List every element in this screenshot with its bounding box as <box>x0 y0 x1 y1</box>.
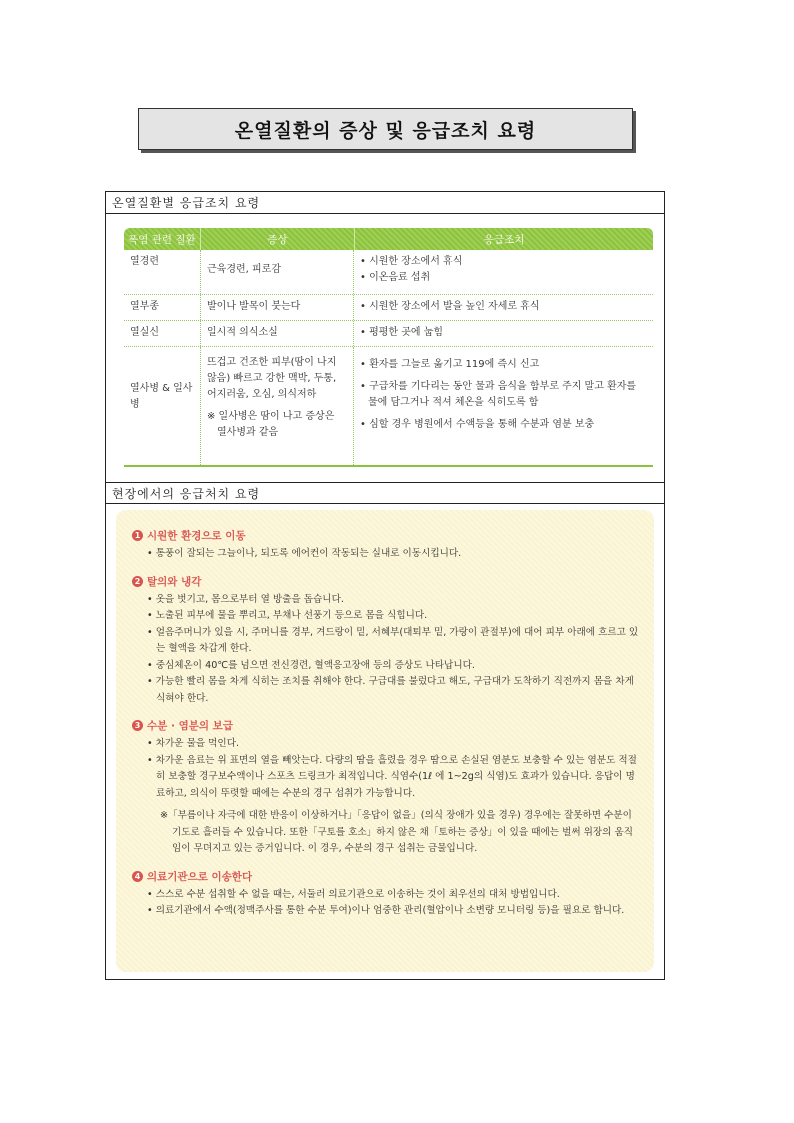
aid-item: • 환자를 그늘로 옮기고 119에 즉시 신고 <box>360 357 647 373</box>
row-aid <box>354 347 653 465</box>
number-badge: 4 <box>132 871 143 882</box>
panel-note: ※「부름이나 자극에 대한 반응이 이상하거나」「응답이 없을」(의식 장애가 있을 경우) 경우에는 잘못하면 수분이 기도로 흘러들 수 있습니다. 또한「구토를 호소」하지 않은 채「토하는 증상」이 있을 때에는 벌써 위장의 움직임이 무뎌지고 있는 증거입니다. 이 경우, 수분의 경구 섭취는 금물입니다. <box>160 810 634 854</box>
field-first-aid-panel <box>116 510 654 972</box>
panel-section <box>132 574 640 708</box>
list-item: • 노출된 피부에 물을 뿌리고, 부채나 선풍기 등으로 몸을 식힙니다. <box>132 608 640 625</box>
row-disease: 열경련 <box>130 256 159 267</box>
header-disease: 폭염 관련 질환 <box>124 228 201 250</box>
panel-section-heading <box>132 574 640 589</box>
header-symptom: 증상 <box>201 228 355 250</box>
table-header <box>124 228 653 250</box>
number-badge: 1 <box>132 530 143 541</box>
page-title: 온열질환의 증상 및 응급조치 요령 <box>138 108 633 150</box>
list-item: • 중심체온이 40℃를 넘으면 전신경련, 혈액응고장애 등의 증상도 나타납니다. <box>132 658 640 675</box>
aid-item: • 시원한 장소에서 발을 높인 자세로 휴식 <box>360 299 647 315</box>
list-item: • 얼음주머니가 있을 시, 주머니를 경부, 겨드랑이 밑, 서혜부(대퇴부 밑, 가랑이 관절부)에 대어 피부 아래에 흐르고 있는 혈액을 차갑게 한다. <box>132 625 640 658</box>
panel-section-heading <box>132 718 640 733</box>
first-aid-table <box>124 228 653 467</box>
aid-item: • 구급차를 기다리는 동안 물과 음식을 함부로 주지 말고 환자를 물에 담그거나 적셔 체온을 식히도록 함 <box>360 379 647 411</box>
list-item: • 차가운 물을 먹인다. <box>132 736 640 753</box>
panel-section-heading <box>132 528 640 543</box>
panel-section-title: 수분 · 염분의 보급 <box>147 720 233 732</box>
header-aid: 응급조치 <box>483 233 525 246</box>
number-badge: 2 <box>132 576 143 587</box>
row-symptom: 발이나 발목이 붓는다 <box>200 295 354 320</box>
list-item: • 의료기관에서 수액(정맥주사를 통한 수분 투여)이나 엄중한 관리(혈압이나 소변량 모니터링 등)을 필요로 합니다. <box>132 903 640 920</box>
section-label-first-aid-by-disease: 온열질환별 응급조치 요령 <box>106 192 664 214</box>
row-aid <box>354 295 653 320</box>
table-row <box>124 295 653 321</box>
panel-section <box>132 869 640 920</box>
table-row <box>124 250 653 295</box>
list-item: • 옷을 벗기고, 몸으로부터 열 방출을 돕습니다. <box>132 592 640 609</box>
aid-item: • 심할 경우 병원에서 수액등을 통해 수분과 염분 보충 <box>360 417 647 433</box>
row-symptom <box>200 347 354 465</box>
aid-item: • 이온음료 섭취 <box>360 270 647 286</box>
number-badge: 3 <box>132 720 143 731</box>
list-item: • 통풍이 잘되는 그늘이나, 되도록 에어컨이 작동되는 실내로 이동시킵니다. <box>132 546 640 563</box>
row-symptom: 일시적 의식소실 <box>200 321 354 346</box>
table-row <box>124 347 653 465</box>
panel-section-title: 의료기관으로 이송한다 <box>147 870 253 883</box>
panel-section-title: 탈의와 냉각 <box>147 575 202 588</box>
aid-item: • 평평한 곳에 눕힘 <box>360 325 647 341</box>
list-item: • 가능한 빨리 몸을 차게 식히는 조치를 취해야 한다. 구급대를 불렀다고 해도, 구급대가 도착하기 직전까지 몸을 차게 식혀야 한다. <box>132 674 640 707</box>
list-item: • 차가운 음료는 위 표면의 열을 빼앗는다. 다량의 땀을 흘렸을 경우 땀으로 손실된 염분도 보충할 수 있는 염분도 적절히 보충할 경구보수액이나 스포츠 드링크가 최적입니다. 식염수(1ℓ 에 1~2g의 식염)도 효과가 있습니다. 응답이 명료하고, 의식이 뚜렷할 때에는 수분의 경구 섭취가 가능합니다. <box>132 753 640 803</box>
panel-section <box>132 718 640 858</box>
list-item: • 스스로 수분 섭취할 수 없을 때는, 서둘러 의료기관으로 이송하는 것이 최우선의 대처 방법입니다. <box>132 887 640 904</box>
panel-section-heading <box>132 869 640 884</box>
row-symptom: 근육경련, 피로감 <box>200 250 354 294</box>
row-disease: 열사병 & 일사병 <box>130 383 193 410</box>
row-aid <box>354 250 653 294</box>
panel-section-title: 시원한 환경으로 이동 <box>147 530 246 542</box>
content-frame <box>105 191 665 980</box>
symptom-note: ※ 일사병은 땀이 나고 증상은 열사병과 같음 <box>207 411 335 438</box>
symptom-text: 뜨겁고 건조한 피부(땀이 나지 않음) 빠르고 강한 맥박, 두통, 어지러움, 오심, 의식저하 <box>207 357 337 400</box>
row-disease: 열부종 <box>130 301 159 312</box>
row-disease: 열실신 <box>130 327 159 338</box>
panel-section <box>132 528 640 563</box>
section-label-field-first-aid: 현장에서의 응급처치 요령 <box>106 482 664 504</box>
aid-item: • 시원한 장소에서 휴식 <box>360 254 647 270</box>
row-aid <box>354 321 653 346</box>
table-row <box>124 321 653 347</box>
table-bottom-rule <box>124 465 653 467</box>
